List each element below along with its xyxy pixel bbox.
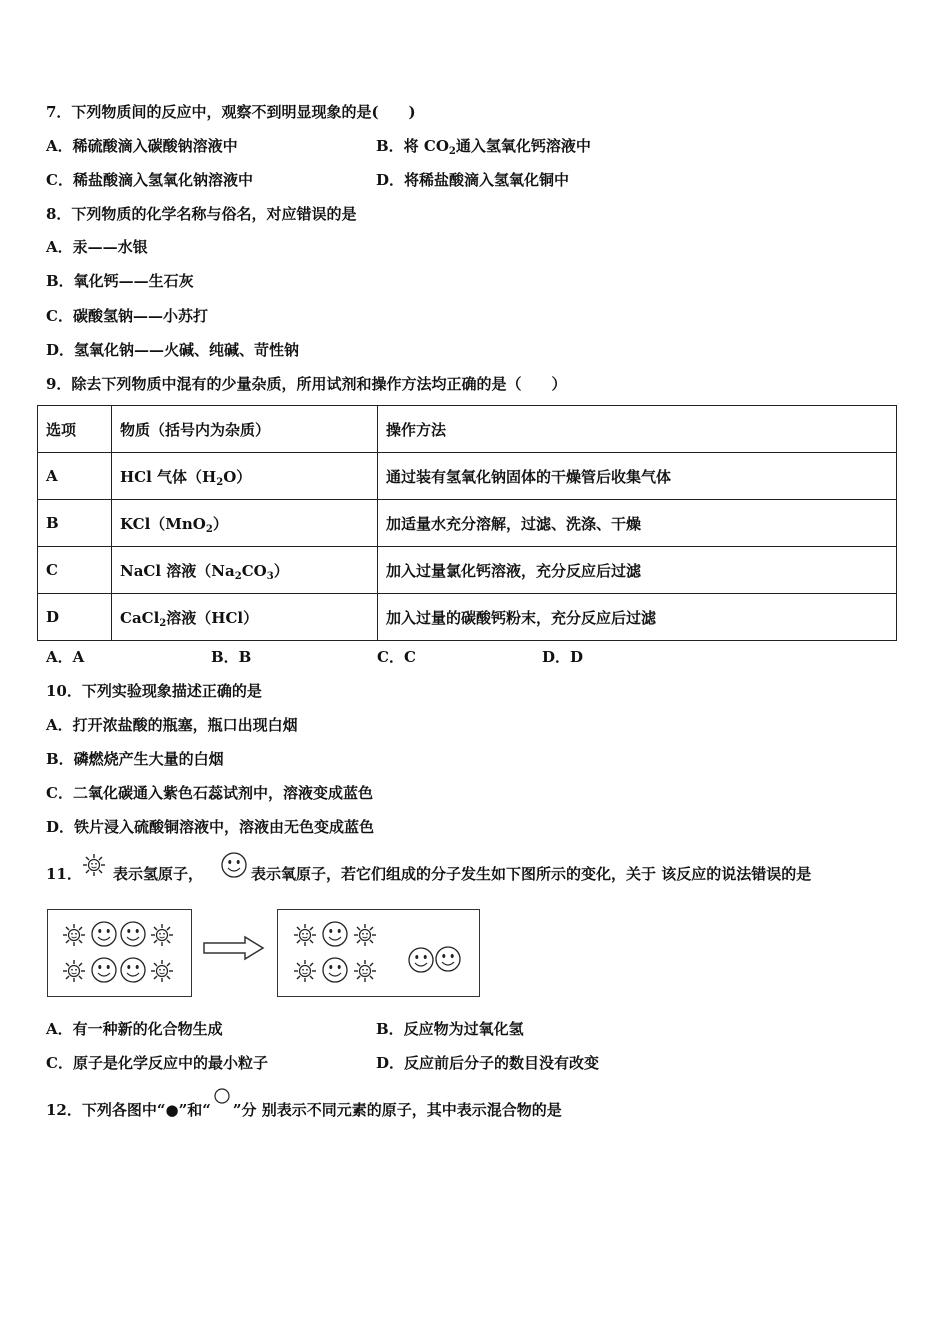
- h2o2-molecule: [63, 922, 173, 946]
- table-row: [38, 453, 897, 500]
- oxygen-atom-icon: [219, 851, 249, 879]
- q10-stem: 10．下列实验现象描述正确的是: [46, 682, 262, 700]
- h2o2-molecule: [63, 958, 173, 982]
- row-option: A: [38, 453, 112, 500]
- q8-stem: 8．下列物质的化学名称与俗名，对应错误的是: [46, 205, 357, 223]
- row-method: 通过装有氢氧化钠固体的干燥管后收集气体: [378, 453, 897, 500]
- reaction-arrow-icon: [203, 935, 265, 961]
- table-row: [38, 594, 897, 641]
- q8-option-c[interactable]: C．碳酸氢钠——小苏打: [46, 307, 208, 325]
- reactant-molecules: [48, 910, 191, 996]
- q11-option-c[interactable]: C．原子是化学反应中的最小粒子: [46, 1054, 268, 1072]
- q9-answer-b[interactable]: B．B: [211, 648, 252, 666]
- table-row: [38, 500, 897, 547]
- row-method: 加入过量氯化钙溶液，充分反应后过滤: [378, 547, 897, 594]
- q12-stem: 12．下列各图中“●”和“ ”分 别表示不同元素的原子，其中表示混合物的是: [46, 1100, 562, 1120]
- row-substance: HCl 气体$(H_2O)$: [112, 453, 378, 500]
- row-substance: NaCl 溶液$(Na_2CO_3)$: [112, 547, 378, 594]
- q7-option-d[interactable]: D．将稀盐酸滴入氢氧化铜中: [376, 171, 570, 189]
- q8-option-d[interactable]: D．氢氧化钠——火碱、纯碱、苛性钠: [46, 341, 300, 359]
- row-substance: KCl（MnO$_2$）: [112, 500, 378, 547]
- row-option: D: [38, 594, 112, 641]
- h2o-molecule: [294, 958, 376, 982]
- row-option: C: [38, 547, 112, 594]
- q11-text-part1: 表示氢原子，: [113, 865, 204, 883]
- q7-option-b[interactable]: B．将 $CO_2$通入氢氧化钙溶液中: [376, 137, 591, 157]
- h2o-molecule: [294, 922, 376, 946]
- hydrogen-atom-icon: [80, 851, 108, 879]
- q8-option-b[interactable]: B．氧化钙——生石灰: [46, 272, 194, 290]
- q9-answer-c[interactable]: C．C: [377, 648, 416, 666]
- row-option: B: [38, 500, 112, 547]
- q11-option-b[interactable]: B．反应物为过氧化氢: [376, 1020, 524, 1038]
- q11-option-d[interactable]: D．反应前后分子的数目没有改变: [376, 1054, 600, 1072]
- hollow-atom-icon: [211, 1102, 233, 1120]
- header-substance: 物质（括号内为杂质）: [112, 406, 378, 453]
- products-box: [277, 909, 480, 997]
- table-header-row: [38, 406, 897, 453]
- product-molecules: [278, 910, 479, 996]
- q10-option-d[interactable]: D．铁片浸入硫酸铜溶液中，溶液由无色变成蓝色: [46, 818, 375, 836]
- q10-option-a[interactable]: A．打开浓盐酸的瓶塞，瓶口出现白烟: [46, 716, 298, 734]
- q10-option-c[interactable]: C．二氧化碳通入紫色石蕊试剂中，溶液变成蓝色: [46, 784, 373, 802]
- table-row: [38, 547, 897, 594]
- row-method: 加适量水充分溶解，过滤、洗涤、干燥: [378, 500, 897, 547]
- q8-option-a[interactable]: A．汞——水银: [46, 238, 148, 256]
- q9-answer-d[interactable]: D．D: [542, 648, 584, 666]
- reactants-box: [47, 909, 192, 997]
- q11-number: 11．: [46, 865, 82, 883]
- header-method: 操作方法: [378, 406, 897, 453]
- q7-stem: 7．下列物质间的反应中，观察不到明显现象的是( ): [46, 103, 416, 121]
- q7-option-c[interactable]: C．稀盐酸滴入氢氧化钠溶液中: [46, 171, 253, 189]
- q11-option-a[interactable]: A．有一种新的化合物生成: [46, 1020, 223, 1038]
- q7-option-a[interactable]: A．稀硫酸滴入碳酸钠溶液中: [46, 137, 238, 155]
- q9-stem: 9．除去下列物质中混有的少量杂质，所用试剂和操作方法均正确的是（ ）: [46, 375, 567, 393]
- o2-molecule: [409, 947, 460, 972]
- row-method: 加入过量的碳酸钙粉末，充分反应后过滤: [378, 594, 897, 641]
- header-option: 选项: [38, 406, 112, 453]
- q11-text-part2: 表示氧原子，若它们组成的分子发生如下图所示的变化，关于 该反应的说法错误的是: [251, 865, 812, 883]
- q10-option-b[interactable]: B．磷燃烧产生大量的白烟: [46, 750, 224, 768]
- row-substance: CaCl$_2$溶液（HCl）: [112, 594, 378, 641]
- q9-answer-a[interactable]: A．A: [46, 648, 85, 666]
- q9-table: [37, 405, 897, 641]
